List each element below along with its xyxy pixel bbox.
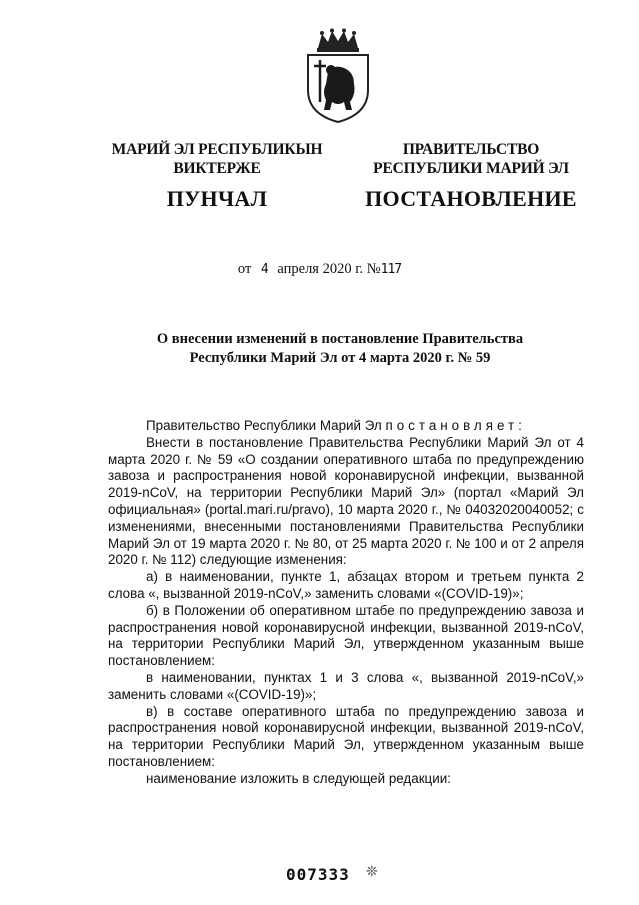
paragraph-item-a: а) в наименовании, пункте 1, абзацах втором и третьем пункта 2 слова «, вызванной 2019-nCoV,» заменить словами «(COVID-19)»; xyxy=(108,569,584,601)
header-right-line2: РЕСПУБЛИКИ МАРИЙ ЭЛ xyxy=(373,160,569,177)
header-right-line1: ПРАВИТЕЛЬСТВО xyxy=(402,141,540,158)
serial-number: 007333 xyxy=(286,865,350,884)
subject-line1: О внесении изменений в постановление Правительства xyxy=(156,331,524,347)
document-body xyxy=(108,418,584,788)
resolution-start: Правительство Республики Марий Эл xyxy=(146,418,386,433)
subject-line2: Республики Марий Эл от 4 марта 2020 г. № 59 xyxy=(189,350,491,366)
header-left-line2: ВИКТЕРЖЕ xyxy=(173,160,261,177)
crown-icon xyxy=(317,29,359,53)
date-month-year: апреля 2020 г. № xyxy=(277,261,381,277)
paragraph-item-c-sub: наименование изложить в следующей редакции: xyxy=(146,770,451,786)
document-number: 117 xyxy=(380,262,402,277)
paragraph-item-c: в) в составе оперативного штаба по предупреждению завоза и распространения новой коронавирусной инфекции, вызванной 2019-nCoV, на территории Республики Марий Эл, утвержденном указанным выше постановлением: xyxy=(108,703,584,769)
header-left-line1: МАРИЙ ЭЛ РЕСПУБЛИКЫН xyxy=(111,141,323,158)
paragraph-item-b: б) в Положении об оперативном штабе по предупреждению завоза и распространения новой коронавирусной инфекции, вызванной 2019-nCoV, на территории Республики Марий Эл, утвержденном указанным выше постановлением: xyxy=(108,602,584,669)
paragraph-resolution xyxy=(108,418,584,435)
resolution-verb: постановляет xyxy=(385,418,519,433)
header-right xyxy=(356,140,586,212)
date-day: 4 xyxy=(260,262,268,277)
resolution-end: : xyxy=(518,418,522,433)
header-right-doc-type: ПОСТАНОВЛЕНИЕ xyxy=(365,186,577,211)
coat-of-arms-emblem xyxy=(298,28,378,124)
date-prefix: от xyxy=(237,261,252,277)
header-left xyxy=(92,140,342,212)
document-subject xyxy=(150,330,530,368)
paragraph-amend: Внести в постановление Правительства Республики Марий Эл от 4 марта 2020 г. № 59 «О создании оперативного штаба по предупреждению завоза и распространения новой коронавирусной инфекции, вызванной 2019-nCoV, на территории Республики Марий Эл» (портал «Марий Эл официальная» (portal.mari.ru/pravo), 10 марта 2020 г., № 04032020040052; с изменениями, внесенными постановлениями Правительства Республики Марий Эл от 19 марта 2020 г. № 80, от 25 марта 2020 г. № 100 и от 2 апреля 2020 г. № 112) следующие изменения: xyxy=(108,434,584,568)
paragraph-item-b-sub: в наименовании, пунктах 1 и 3 слова «, вызванной 2019-nCoV,» заменить словами «(COVID-19)»; xyxy=(108,669,584,702)
header-left-doc-type: ПУНЧАЛ xyxy=(166,186,268,211)
ornament-icon: ❊ xyxy=(366,865,378,880)
document-date xyxy=(0,261,639,278)
